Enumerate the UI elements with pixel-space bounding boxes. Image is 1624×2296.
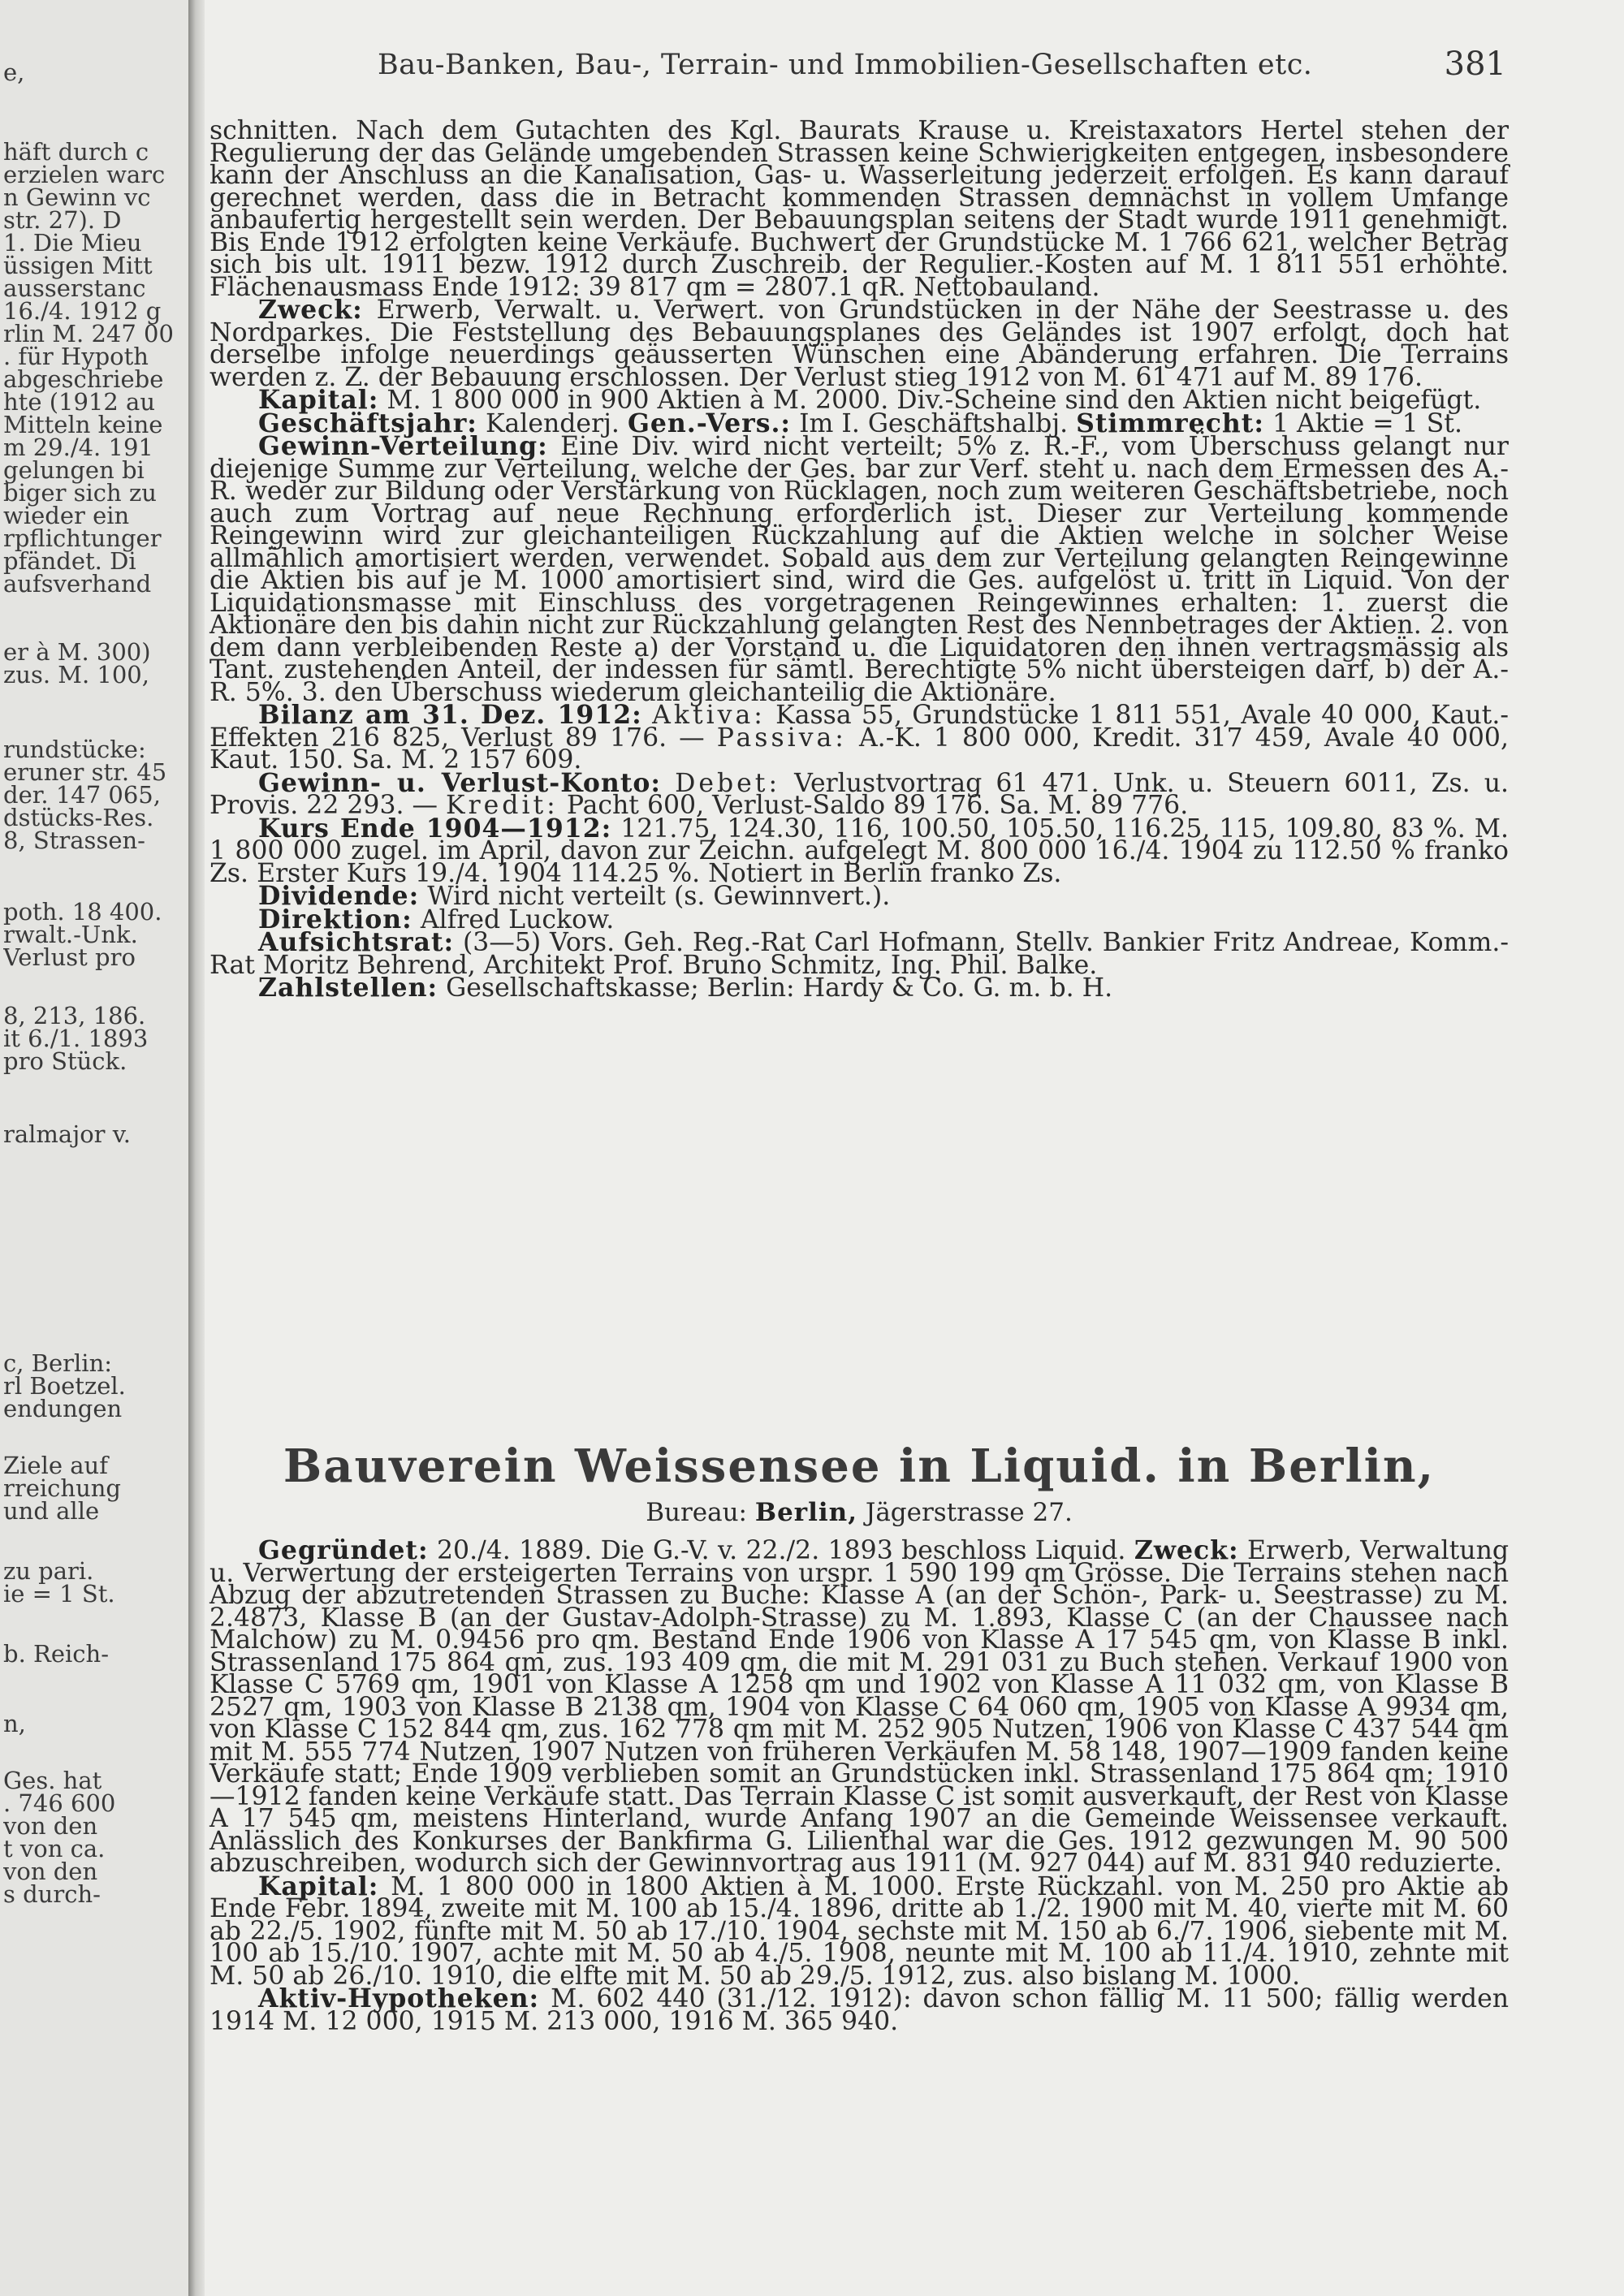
left-page-line: ie = 1 St. [3,1580,115,1608]
guv-paragraph [209,767,1509,820]
left-page-line: rl Boetzel. [3,1372,126,1400]
aufsichtsrat-paragraph [209,927,1509,980]
left-page-line: s durch- [3,1880,101,1908]
gegruendet-label: Gegründet: [258,1535,429,1565]
kredit-text: Pacht 600, Verlust-Saldo 89 176. Sa. M. 89 776. [566,791,1189,820]
stimmrecht-label: Stimmrecht: [1076,408,1264,438]
kredit-label: Kredit: [446,791,559,820]
page-number: 381 [1444,45,1506,83]
left-page-line: n, [3,1710,26,1737]
aufsichtsrat-label: Aufsichtsrat: [258,927,455,957]
left-page-line: zu pari. [3,1557,94,1585]
intro-text: schnitten. Nach dem Gutachten des Kgl. Baurats Krause u. Kreistaxators Hertel stehen der Regulierung der das Gelände umgebenden Strassen keine Schwierigkeiten entgegen, insbesondere kann der Anschluss an die Kanalisation, Gas- u. Wasserleitung jederzeit erfolgen. Es kann darauf gerechnet werden, dass die in Betracht kommenden Strassen demnächst in vollem Umfange anbaufertig hergestellt sein werden. Der Bebauungsplan seitens der Stadt wurde 1911 genehmigt. Bis Ende 1912 erfolgten keine Verkäufe. Buchwert der Grundstücke M. 1 766 621, welcher Betrag sich bis ult. 1911 bezw. 1912 durch Zuschreib. der Regulier.-Kosten auf M. 1 811 551 erhöhte. Flächenausmass Ende 1912: 39 817 qm = 2807.1 qR. Nettobauland. [209,116,1509,302]
left-page-line: str. 27). D [3,206,122,234]
running-head: Bau-Banken, Bau-, Terrain- und Immobilien-Gesellschaften etc. [378,49,1313,81]
left-page-line: e, [3,58,25,86]
kurs-text: 121.75, 124.30, 116, 100.50, 105.50, 116.25, 115, 109.80, 83 %. M. 1 800 000 zugel. im April, davon zur Zeichn. aufgelegt M. 800 000 16./4. 1904 zu 112.50 % franko Zs. Erster Kurs 19./4. 1904 114.25 %. Notiert in Berlin franko Zs. [209,814,1509,888]
left-page-line: von den [3,1858,98,1885]
zweck-text: Erwerb, Verwalt. u. Verwert. von Grundstücken in der Nähe der Seestrasse u. des Nordparkes. Die Feststellung des Bebauungsplanes des Geländes ist 1907 erfolgt, doch hat derselbe infolge neuerdings geäusserten Wünschen eine Abänderung erfahren. Die Terrains werden z. Z. der Bebauung erschlossen. Der Verlust stieg 1912 von M. 61 471 auf M. 89 176. [209,296,1509,392]
left-page-line: häft durch c [3,138,149,166]
dividende-text: Wird nicht verteilt (s. Gewinnvert.). [427,882,891,911]
kapital2-text: M. 1 800 000 in 1800 Aktien à M. 1000. Erste Rückzahl. von M. 250 pro Aktie ab Ende Febr. 1894, zweite mit M. 100 ab 15./4. 1896, dritte ab 1./2. 1900 mit M. 40, vierte mit M. 60 ab 22./5. 1902, fünfte mit M. 50 ab 17./10. 1904, sechste mit M. 150 ab 6./7. 1906, siebente mit M. 100 ab 15./10. 1907, achte mit M. 50 ab 4./5. 1908, neunte mit M. 100 ab 11./4. 1910, zehnte mit M. 50 ab 26./10. 1910, die elfte mit M. 50 ab 29./5. 1912, zus. also bislang M. 1000. [209,1871,1509,1991]
left-page-line: pfändet. Di [3,547,136,575]
bureau-city: Berlin, [754,1498,858,1527]
kapital-label: Kapital: [258,385,379,415]
left-page-line: 16./4. 1912 g [3,297,162,325]
zweck-paragraph [209,295,1509,392]
zweck2-label: Zweck: [1134,1535,1239,1565]
left-page-line: m 29./4. 191 [3,434,153,461]
aufsichtsrat-text: (3—5) Vors. Geh. Reg.-Rat Carl Hofmann, Stellv. Bankier Fritz Andreae, Komm.-Rat Moritz Behrend, Architekt Prof. Bruno Schmitz, Ing. Phil. Balke. [209,928,1509,980]
kurs-paragraph [209,813,1509,888]
dividende-label: Dividende: [258,881,420,911]
guv-label: Gewinn- u. Verlust-Konto: [258,767,662,798]
company-bureau [209,1498,1509,1527]
left-page-line: Ziele auf [3,1452,108,1479]
left-page-line: it 6./1. 1893 [3,1025,149,1052]
left-page-line: und alle [3,1497,100,1525]
company-title: Bauverein Weissensee in Liquid. in Berlin, [283,1439,1436,1493]
bilanz-label: Bilanz am 31. Dez. 1912: [258,700,642,730]
kapital2-paragraph [209,1871,1509,1991]
kurs-label: Kurs Ende 1904—1912: [258,813,612,844]
zahlstellen-text: Gesellschaftskasse; Berlin: Hardy & Co. G. m. b. H. [446,973,1113,1003]
aktiv-hypotheken-label: Aktiv-Hypotheken: [258,1983,540,2013]
aktiva-text: Kassa 55, Grundstücke 1 811 551, Avale 40 000, Kaut.-Effekten 216 825, Verlust 89 176. — [209,701,1509,753]
left-page-line: Ges. hat [3,1767,102,1794]
left-page-line: üssigen Mitt [3,252,153,279]
zahlstellen-label: Zahlstellen: [258,973,438,1003]
left-page-line: poth. 18 400. [3,898,162,926]
left-page-line: biger sich zu [3,479,157,507]
intro-paragraph [209,116,1509,302]
kapital2-label: Kapital: [258,1871,379,1901]
stimmrecht-text: 1 Aktie = 1 St. [1272,408,1462,438]
zweck-label: Zweck: [258,295,363,325]
left-page-fragment [0,0,190,2296]
bilanz-paragraph [209,700,1509,775]
left-page-line: von den [3,1812,98,1840]
left-page-line: endungen [3,1395,123,1422]
left-page-line: Verlust pro [3,943,136,971]
left-page-line: rwalt.-Unk. [3,921,138,948]
left-page-line: 8, Strassen- [3,826,145,854]
aktiva-label: Aktiva: [652,701,766,730]
left-page-line: 1. Die Mieu [3,229,142,257]
gewinn-verteilung-paragraph [209,431,1509,707]
left-page-line: abgeschriebe [3,365,164,393]
left-page-line: Mitteln keine [3,411,163,438]
aktiv-hypotheken-text: M. 602 440 (31./12. 1912): davon schon fällig M. 11 500; fällig werden 1914 M. 12 000, 1915 M. 213 000, 1916 M. 365 940. [209,1984,1509,2036]
gegruendet-text: 20./4. 1889. Die G.-V. v. 22./2. 1893 beschloss Liquid. [437,1536,1126,1565]
left-page-line: er à M. 300) [3,638,151,666]
left-page-line: dstücks-Res. [3,804,154,831]
passiva-label: Passiva: [716,723,847,753]
left-page-line: t von ca. [3,1835,106,1862]
entry-continuation [209,116,1509,1003]
left-page-line: rpflichtunger [3,524,162,552]
left-page-line: . 746 600 [3,1789,116,1817]
company-entry [209,1535,1510,2036]
gewinn-verteilung-label: Gewinn-Verteilung: [258,431,548,461]
book-gutter [188,0,205,2296]
gegruendet-paragraph [209,1535,1510,1878]
bureau-street: Jägerstrasse 27. [865,1498,1073,1527]
left-page-line: gelungen bi [3,456,145,484]
left-page-line: rreichung [3,1474,121,1502]
left-page-line: 8, 213, 186. [3,1002,146,1029]
geschaeftsjahr-label: Geschäftsjahr: [258,408,477,438]
aktiv-hypotheken-paragraph [209,1983,1509,2036]
direktion-label: Direktion: [258,904,412,934]
zweck2-text: Erwerb, Verwaltung u. Verwertung der ersteigerten Terrains von urspr. 1 590 199 qm Grösse. Die Terrains stehen nach Abzug der abzutretenden Strassen zu Buche: Klasse A (an der Schön-, Park- u. Seestrasse) zu M. 2.4873, Klasse B (an der Gustav-Adolph-Strasse) zu M. 1.893, Klasse C (an der Chaussee nach Malchow) zu M. 0.9456 pro qm. Bestand Ende 1906 von Klasse A 17 545 qm, von Klasse B inkl. Strassenland 175 864 qm, zus. 193 409 qm, die mit M. 291 031 zu Buch stehen. Verkauf 1900 von Klasse C 5769 qm, 1901 von Klasse A 1258 qm und 1902 von Klasse A 11 032 qm, von Klasse B 2527 qm, 1903 von Klasse B 2138 qm, 1904 von Klasse C 64 060 qm, 1905 von Klasse A 9934 qm, von Klasse C 152 844 qm, zus. 162 778 qm mit M. 252 905 Nutzen, 1906 von Klasse C 437 544 qm mit M. 555 774 Nutzen, 1907 Nutzen von früheren Verkäufen M. 58 148, 1907—1909 fanden keine Verkäufe statt; Ende 1909 verblieben somit an Grundstücken inkl. Strassenland 175 864 qm; 1910—1912 fanden keine Verkäufe statt. Das Terrain Klasse C ist somit ausverkauft, der Rest von Klasse A 17 545 qm, meistens Hinterland, wurde Anfang 1907 an die Gemeinde Weissensee verkauft. Anlässlich des Konkurses der Bankfirma G. Lilienthal war die Ges. 1912 gezwungen M. 90 500 abzuschreiben, wodurch sich der Gewinnvortrag aus 1911 (M. 927 044) auf M. 831 940 reduzierte. [209,1536,1510,1878]
left-page-line: eruner str. 45 [3,758,167,786]
left-page-line: b. Reich- [3,1640,109,1668]
zahlstellen-paragraph [209,973,1509,1003]
geschaeftsjahr-text: Kalenderj. [485,408,620,438]
left-page-line: wieder ein [3,502,130,529]
left-page-line: ralmajor v. [3,1120,131,1148]
left-page-line: zus. M. 100, [3,661,149,688]
left-page-line: ausserstanc [3,274,146,302]
left-page-line: hte (1912 au [3,388,156,416]
left-page-line: pro Stück. [3,1047,127,1075]
passiva-text: A.-K. 1 800 000, Kredit. 317 459, Avale 40 000, Kaut. 150. Sa. M. 2 157 609. [209,723,1509,775]
left-page-line: rlin M. 247 00 [3,320,174,347]
left-page-line: n Gewinn vc [3,183,151,211]
page-header [378,45,1506,89]
bureau-label: Bureau: [646,1498,748,1527]
direktion-text: Alfred Luckow. [420,904,615,934]
left-page-line: aufsverhand [3,570,152,598]
left-page-line: . für Hypoth [3,343,149,370]
debet-label: Debet: [675,768,781,798]
debet-text: Verlustvortrag 61 471. Unk. u. Steuern 6011, Zs. u. Provis. 22 293. — [209,768,1509,820]
genvers-label: Gen.-Vers.: [627,408,792,438]
genvers-text: Im I. Geschäftshalbj. [799,408,1069,438]
left-page-line: erzielen warc [3,161,166,188]
left-page-line: c, Berlin: [3,1349,113,1377]
left-page-line: der. 147 065, [3,781,161,809]
left-page-line: rundstücke: [3,736,146,763]
gewinn-verteilung-text: Eine Div. wird nicht verteilt; 5% z. R.-F., vom Überschuss gelangt nur diejenige Summe zur Verteilung, welche der Ges. bar zur Verf. steht u. nach dem Ermessen des A.-R. weder zur Bildung oder Verstärkung von Rücklagen, noch zum weiteren Geschäftsbetriebe, noch auch zum Vortrag auf neue Rechnung erforderlich ist. Dieser zur Verteilung kommende Reingewinn wird zur gleichanteiligen Rückzahlung auf die Aktien welche in solcher Weise allmählich amortisiert werden, verwendet. Sobald aus dem zur Verteilung gelangten Reingewinne die Aktien bis auf je M. 1000 amortisiert sind, wird die Ges. aufgelöst u. tritt in Liquid. Von der Liquidationsmasse mit Einschluss des vorgetragenen Reingewinnes erhalten: 1. zuerst die Aktionäre den bis dahin nicht zur Rückzahlung gelangten Rest des Nennbetrages der Aktien. 2. von dem dann verbleibenden Reste a) der Vorstand u. die Liquidatoren den ihnen vertragsmässig als Tant. zustehenden Anteil, der indessen für sämtl. Berechtigte 5% nicht übersteigen darf, b) der A.-R. 5%. 3. den Überschuss wiederum gleichanteilig die Aktionäre. [209,432,1509,707]
kapital-text: M. 1 800 000 in 900 Aktien à M. 2000. Div.-Scheine sind den Aktien nicht beigefügt. [387,386,1482,415]
